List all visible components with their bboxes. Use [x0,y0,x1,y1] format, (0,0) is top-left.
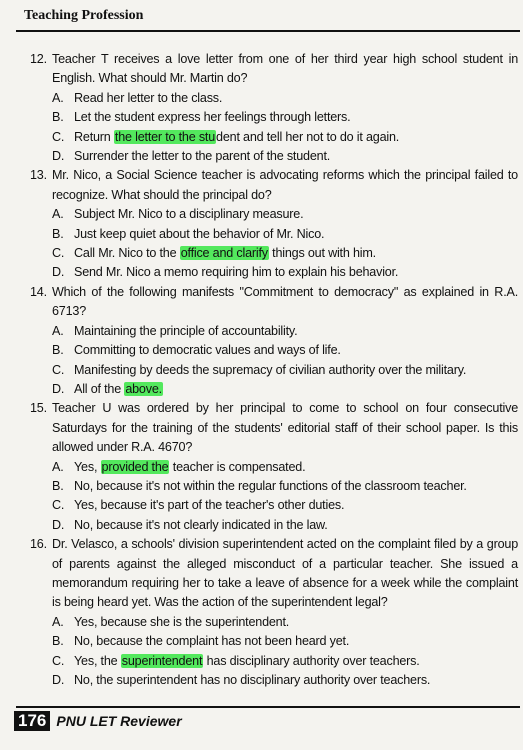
option-text-before: Return [74,129,114,144]
highlighted-text: superintendent [121,653,203,668]
question-number: 14. [30,284,47,299]
answer-option [30,361,518,380]
option-text: Subject Mr. Nico to a disciplinary measure. [74,207,304,222]
answer-option [30,322,518,341]
option-letter: D. [52,265,65,280]
option-text: Yes, because it's part of the teacher's other duties. [74,498,345,513]
answer-option [30,147,518,166]
question-item [30,166,518,282]
option-text [74,380,518,399]
option-text-after: dent and tell her not to do it again. [216,129,400,144]
option-text-after: has disciplinary authority over teachers. [203,653,420,668]
option-letter: C. [52,362,65,377]
answer-option [30,613,518,632]
question-stem [30,166,518,205]
question-text: Teacher U was ordered by her principal to come to school on four consecutive Saturdays for the training of the students' editorial staff of their school paper. Is this allowed under R.A. 4670? [52,401,518,455]
highlighted-text: provided the [101,459,169,474]
page-number: 176 [14,711,50,731]
question-number: 13. [30,168,47,183]
question-stem [30,535,518,613]
option-letter: A. [52,90,64,105]
option-letter: D. [52,673,65,687]
option-letter: B. [52,478,64,493]
option-letter: B. [52,343,64,358]
option-letter: C. [52,129,65,144]
question-stem [30,50,518,89]
option-text [74,128,518,147]
option-text [74,458,518,477]
answer-option [30,632,518,651]
option-letter: C. [52,246,65,261]
answer-option [30,128,518,147]
option-letter: A. [52,614,64,629]
option-text-before: Yes, [74,459,101,474]
question-stem [30,399,518,457]
question-stem [30,283,518,322]
question-list [30,50,518,690]
option-text: Yes, because she is the superintendent. [74,614,290,629]
highlighted-text: the letter to the stu [114,129,216,144]
header-divider [16,30,520,32]
footer-divider [16,706,520,708]
answer-option [30,244,518,263]
option-letter: A. [52,323,64,338]
question-item [30,399,518,535]
answer-option [30,496,518,515]
question-text: Which of the following manifests "Commitment to democracy" as explained in R.A. 6713? [52,284,518,319]
page-header: Teaching Profession [24,8,144,23]
option-letter: D. [52,517,65,532]
option-text-before: Yes, the [74,653,121,668]
option-text: Surrender the letter to the parent of the student. [74,149,331,164]
question-item [30,283,518,399]
option-text: Let the student express her feelings through letters. [74,110,351,125]
option-letter: B. [52,634,64,649]
option-text: Manifesting by deeds the supremacy of civilian authority over the military. [74,362,467,377]
highlighted-text: above. [125,381,162,396]
option-text-after: teacher is compensated. [169,459,306,474]
answer-option [30,380,518,399]
option-letter: A. [52,207,64,222]
page-footer [14,711,182,731]
option-letter: B. [52,226,64,241]
option-text: No, because it's not clearly indicated in the law. [74,517,328,532]
option-text-before: All of the [74,381,125,396]
option-letter: A. [52,459,64,474]
highlighted-text: office and clarify [180,246,268,261]
question-number: 12. [30,52,47,66]
option-text: No, because the complaint has not been heard yet. [74,634,350,649]
option-letter: C. [52,498,65,513]
option-text: No, the superintendent has no disciplinary authority over teachers. [74,673,431,687]
answer-option [30,205,518,224]
option-text [74,244,518,263]
question-text: Mr. Nico, a Social Science teacher is advocating reforms which the principal failed to recognize. What should the principal do? [52,168,518,202]
option-letter: B. [52,110,64,125]
question-item [30,535,518,690]
option-text: Read her letter to the class. [74,90,223,105]
option-letter: D. [52,149,65,164]
answer-option [30,652,518,671]
answer-option [30,516,518,535]
question-number: 16. [30,537,47,552]
answer-option [30,671,518,690]
option-text: No, because it's not within the regular functions of the classroom teacher. [74,478,467,493]
answer-option [30,89,518,108]
question-item [30,50,518,166]
option-letter: D. [52,381,65,396]
answer-option [30,341,518,360]
question-number: 15. [30,401,47,416]
answer-option [30,225,518,244]
option-text [74,652,518,671]
option-text: Send Mr. Nico a memo requiring him to explain his behavior. [74,265,399,280]
question-text: Dr. Velasco, a schools' division superintendent acted on the complaint filed by a group of parents against the alleged misconduct of a particular teacher. She issued a memorandum requiring her to take a leave of absence for a week while the complaint is being heard yet. Was the action of the superintendent legal? [52,537,518,610]
option-text: Just keep quiet about the behavior of Mr. Nico. [74,226,325,241]
option-letter: C. [52,653,65,668]
option-text-before: Call Mr. Nico to the [74,246,180,261]
answer-option [30,263,518,282]
answer-option [30,458,518,477]
option-text: Committing to democratic values and ways of life. [74,343,341,358]
footer-title: PNU LET Reviewer [56,713,182,729]
answer-option [30,108,518,127]
question-text: Teacher T receives a love letter from one of her third year high school student in English. What should Mr. Martin do? [52,52,518,86]
option-text-after: things out with him. [268,246,376,261]
answer-option [30,477,518,496]
option-text: Maintaining the principle of accountability. [74,323,298,338]
